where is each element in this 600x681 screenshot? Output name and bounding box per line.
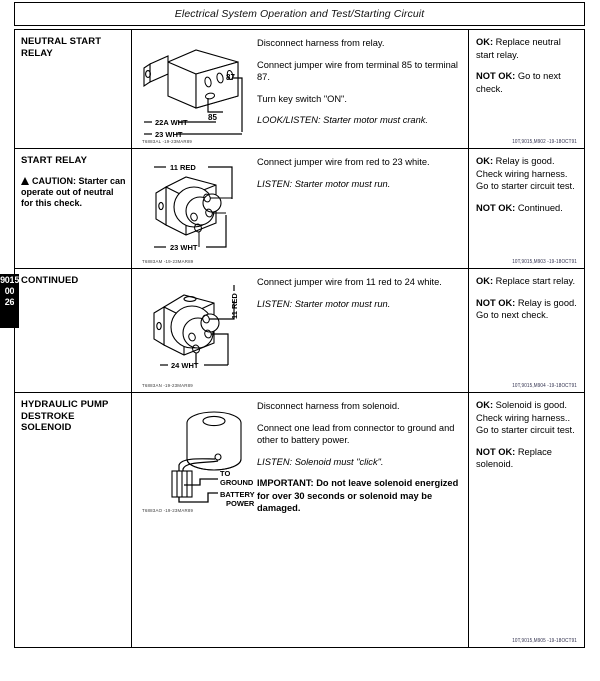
footer-code: 10T,9015,M905 -19-18OCT91 [512, 637, 577, 644]
result-line [476, 446, 578, 471]
procedure-instructions [257, 37, 462, 127]
procedure-instructions [257, 276, 462, 310]
result-label: OK: [476, 400, 494, 410]
result-value: Replace start relay. [495, 276, 576, 286]
procedure-instructions [257, 156, 462, 190]
figure-code: T6883AM -19-23MAR89 [142, 258, 194, 265]
row-procedure-cell [132, 269, 469, 392]
result-line [476, 155, 578, 193]
figure-code: T6883AN -19-23MAR89 [142, 382, 193, 389]
result-line [476, 70, 578, 95]
row-result-cell [469, 393, 584, 647]
svg-text:85: 85 [208, 113, 217, 122]
result-value: Go to next check. [476, 71, 561, 94]
row-result-cell [469, 30, 584, 148]
instruction-line: Connect jumper wire from red to 23 white. [257, 157, 430, 167]
row-procedure-cell [132, 30, 469, 148]
row-procedure-cell [132, 149, 469, 268]
instruction-line: Turn key switch "ON". [257, 93, 347, 104]
result-label: NOT OK: [476, 202, 516, 213]
footer-code: 10T,9015,M902 -19-18OCT91 [512, 138, 577, 145]
result-label: NOT OK: [476, 297, 516, 308]
result-value: Relay is good. Check wiring harness. Go to starter circuit test. [476, 156, 575, 191]
result-value: Replace neutral start relay. [476, 37, 561, 60]
svg-text:23 WHT: 23 WHT [155, 130, 183, 139]
start-relay-diagram [146, 155, 264, 263]
page-header-band [14, 2, 585, 26]
result-value: Relay is good. Go to next check. [476, 297, 577, 320]
row-component-cell [15, 30, 132, 148]
table-row [15, 149, 584, 269]
svg-text:24 WHT: 24 WHT [171, 361, 199, 370]
row-result-cell [469, 149, 584, 268]
component-title: HYDRAULIC PUMP DESTROKE SOLENOID [21, 399, 109, 433]
row-procedure-cell [132, 393, 469, 647]
component-title: CONTINUED [21, 275, 79, 286]
svg-text:87: 87 [226, 73, 235, 82]
result-label: OK: [476, 156, 494, 166]
instruction-line: LOOK/LISTEN: Starter motor must crank. [257, 115, 429, 125]
caution-note [21, 176, 126, 209]
result-line [476, 399, 578, 437]
side-tab-line-2: 00 [4, 286, 15, 296]
svg-text:22A WHT: 22A WHT [155, 118, 188, 127]
row-result-cell [469, 269, 584, 392]
result-label: NOT OK: [476, 446, 516, 457]
row-component-cell [15, 149, 132, 268]
component-title: NEUTRAL START RELAY [21, 36, 102, 59]
warning-triangle-icon [21, 177, 29, 185]
instruction-line: LISTEN: Starter motor must run. [257, 178, 391, 189]
instruction-line: Disconnect harness from relay. [257, 38, 385, 48]
result-line [476, 202, 578, 215]
figure-code: T6883AL -19-23MAR89 [142, 138, 193, 145]
row-component-cell [15, 269, 132, 392]
row-component-cell [15, 393, 132, 647]
svg-text:POWER: POWER [226, 499, 255, 508]
neutral-start-relay-diagram [138, 34, 258, 146]
figure-code: T6883AO -19-23MAR89 [142, 507, 194, 514]
result-line [476, 36, 578, 61]
table-row [15, 30, 584, 149]
result-value: Solenoid is good. Check wiring harness.. Go to starter circuit test. [476, 400, 575, 435]
footer-code: 10T,9015,M903 -19-18OCT91 [512, 258, 577, 265]
svg-text:GROUND: GROUND [220, 478, 254, 487]
svg-text:11 RED: 11 RED [170, 163, 196, 172]
svg-text:TO: TO [220, 469, 231, 478]
instruction-line: Connect one lead from connector to ground and other to battery power. [257, 422, 455, 445]
result-value: Replace solenoid. [476, 446, 552, 469]
svg-text:BATTERY: BATTERY [220, 490, 255, 499]
result-label: NOT OK: [476, 71, 516, 81]
table-row [15, 269, 584, 393]
page-title: Electrical System Operation and Test/Starting Circuit [174, 8, 425, 20]
side-tab-line-3: 26 [4, 297, 15, 307]
result-line [476, 275, 578, 288]
svg-text:11 RED: 11 RED [230, 293, 239, 319]
instruction-line: Connect jumper wire from 11 red to 24 white. [257, 277, 442, 287]
instruction-line: LISTEN: Solenoid must "click". [257, 456, 384, 467]
footer-code: 10T,9015,M904 -19-18OCT91 [512, 382, 577, 389]
continued-relay-diagram [146, 277, 264, 385]
svg-text:23 WHT: 23 WHT [170, 243, 198, 252]
caution-text: CAUTION: Starter can operate out of neutral for this check. [21, 175, 126, 208]
instruction-line: Disconnect harness from solenoid. [257, 401, 400, 411]
result-label: OK: [476, 276, 494, 286]
side-tab-line-1: 9015 [0, 275, 19, 285]
table-row [15, 393, 584, 647]
result-value: Continued. [517, 202, 563, 213]
diagnostic-table [14, 29, 585, 648]
component-title: START RELAY [21, 155, 88, 166]
procedure-instructions [257, 400, 462, 515]
result-line [476, 297, 578, 322]
instruction-line: IMPORTANT: Do not leave solenoid energized for over 30 seconds or solenoid may be damaged. [257, 478, 459, 513]
instruction-line: Connect jumper wire from terminal 85 to terminal 87. [257, 59, 458, 82]
result-label: OK: [476, 37, 494, 47]
instruction-line: LISTEN: Starter motor must run. [257, 298, 391, 309]
